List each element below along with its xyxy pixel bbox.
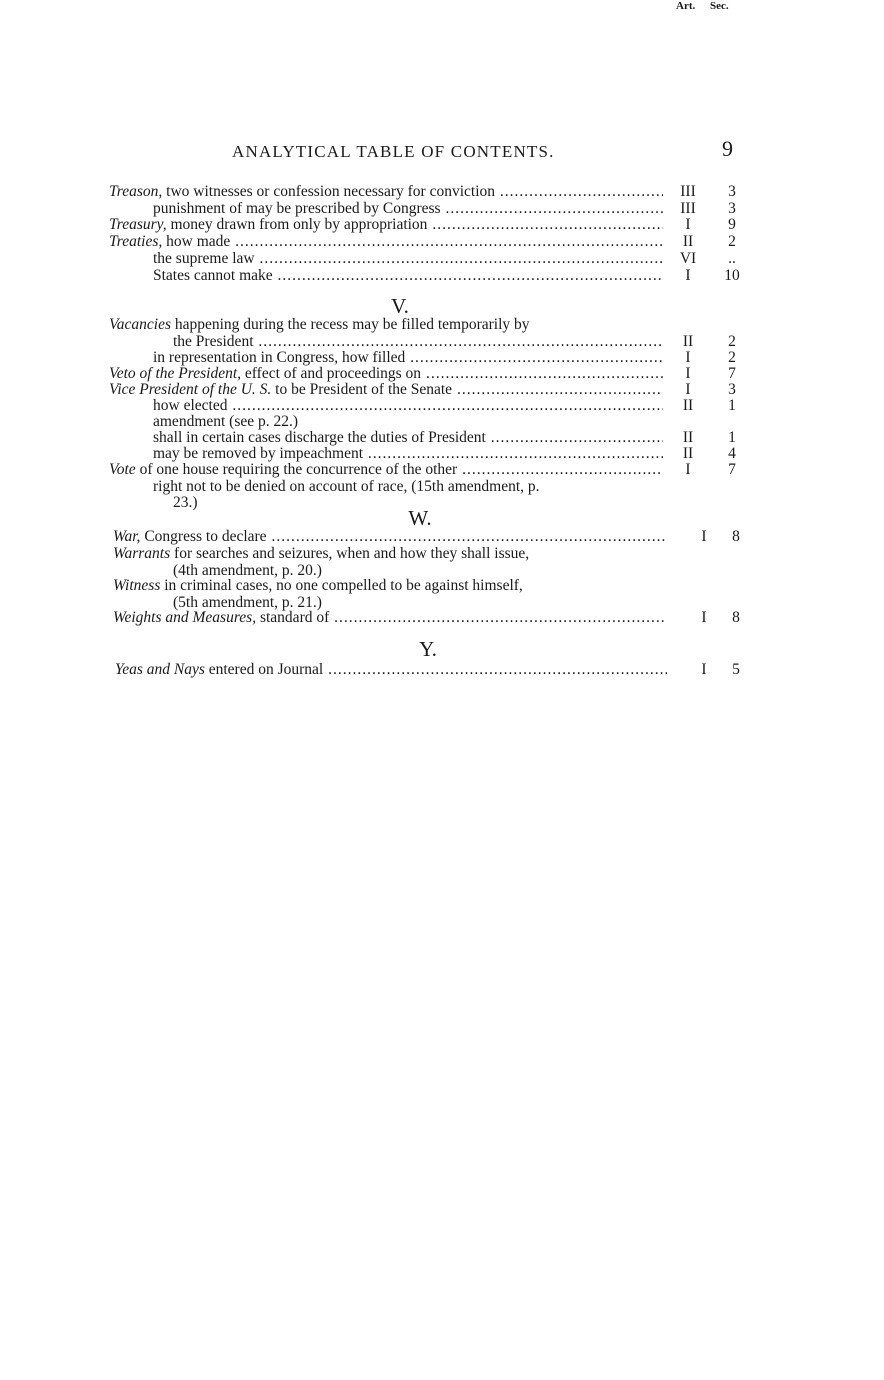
toc-entry-treaties-states xyxy=(0,268,884,284)
entry-heading: Vice President of the U. S. xyxy=(109,382,272,398)
article-number: I xyxy=(701,609,707,626)
section-number: 9 xyxy=(728,216,736,233)
entry-description: 23.) xyxy=(173,495,198,511)
article-number: I xyxy=(685,381,691,398)
toc-entry-vacancies-president xyxy=(0,334,884,350)
toc-entry-veto xyxy=(0,366,884,382)
entry-description: in representation in Congress, how filled xyxy=(153,350,406,366)
toc-entry-treason-punishment xyxy=(0,201,884,217)
entry-description: of one house requiring the concurrence of the other xyxy=(135,462,458,478)
section-number: 7 xyxy=(728,461,736,478)
section-number: 1 xyxy=(728,397,736,414)
article-number: II xyxy=(682,397,694,414)
toc-entry-vice-amendment xyxy=(0,414,884,430)
entry-description: effect of and proceedings on xyxy=(241,366,422,382)
article-number: III xyxy=(680,200,696,217)
article-number: I xyxy=(685,461,691,478)
section-heading-v: V. xyxy=(391,294,409,318)
toc-entry-treason xyxy=(0,184,884,200)
article-number: VI xyxy=(679,250,697,267)
entry-heading: Witness xyxy=(113,578,161,594)
article-number: I xyxy=(685,365,691,382)
entry-description: shall in certain cases discharge the duties of President xyxy=(153,430,486,446)
entry-description: standard of xyxy=(256,610,330,626)
section-number: 2 xyxy=(728,333,736,350)
entry-description: money drawn from only by appropriation xyxy=(166,217,428,233)
entry-description: the President xyxy=(173,334,254,350)
entry-description: Congress to declare xyxy=(140,529,267,545)
toc-entry-vice-elected xyxy=(0,398,884,414)
entry-heading: War, xyxy=(113,529,141,545)
entry-description: (5th amendment, p. 21.) xyxy=(173,595,322,611)
running-title: ANALYTICAL TABLE OF CONTENTS. xyxy=(232,142,555,161)
page-number: 9 xyxy=(722,136,733,161)
entry-description: how elected xyxy=(153,398,228,414)
toc-entry-treaties xyxy=(0,234,884,250)
column-header-article: Art. xyxy=(676,0,696,12)
article-number: II xyxy=(682,233,694,250)
toc-entry-witness xyxy=(0,578,884,594)
toc-entry-witness-amendment xyxy=(0,595,884,611)
entry-heading: Vote xyxy=(109,462,136,478)
entry-heading: Vacancies xyxy=(109,317,171,333)
article-number: III xyxy=(680,183,696,200)
section-number: 3 xyxy=(728,183,736,200)
entry-description: may be removed by impeachment xyxy=(153,446,364,462)
entry-description: right not to be denied on account of race, (15th amendment, p. xyxy=(153,479,540,495)
toc-entry-treasury xyxy=(0,217,884,233)
entry-description: two witnesses or confession necessary for conviction xyxy=(162,184,496,200)
section-number: 8 xyxy=(732,528,740,545)
section-number: 3 xyxy=(728,200,736,217)
entry-description: to be President of the Senate xyxy=(271,382,453,398)
article-number: II xyxy=(682,445,694,462)
entry-description: the supreme law xyxy=(153,251,255,267)
toc-entry-vice-removed xyxy=(0,446,884,462)
entry-description: amendment (see p. 22.) xyxy=(153,414,299,430)
entry-heading: Treaties, xyxy=(109,234,163,250)
toc-entry-vacancies xyxy=(0,317,884,333)
article-number: II xyxy=(682,429,694,446)
section-number: 2 xyxy=(728,233,736,250)
article-number: I xyxy=(685,267,691,284)
entry-description: for searches and seizures, when and how they shall issue, xyxy=(170,546,530,562)
section-number: 4 xyxy=(728,445,736,462)
entry-description: punishment of may be prescribed by Congress xyxy=(153,201,441,217)
entry-description: happening during the recess may be filled temporarily by xyxy=(170,317,530,333)
article-number: I xyxy=(685,216,691,233)
toc-entry-vacancies-representation xyxy=(0,350,884,366)
section-number: 2 xyxy=(728,349,736,366)
entry-heading: Treason, xyxy=(109,184,163,200)
entry-description: in criminal cases, no one compelled to be against himself, xyxy=(160,578,523,594)
section-number: 8 xyxy=(732,609,740,626)
article-number: I xyxy=(701,661,707,678)
section-number: 1 xyxy=(728,429,736,446)
toc-entry-warrants-amendment xyxy=(0,563,884,579)
section-number: 5 xyxy=(732,661,740,678)
entry-description: how made xyxy=(162,234,231,250)
toc-entry-vice-duties xyxy=(0,430,884,446)
section-number: .. xyxy=(728,250,736,267)
entry-heading: Warrants xyxy=(113,546,171,562)
entry-heading: Weights and Measures, xyxy=(113,610,257,626)
section-number: 10 xyxy=(724,267,740,284)
article-number: I xyxy=(685,349,691,366)
article-number: II xyxy=(682,333,694,350)
toc-entry-treaties-supreme-law xyxy=(0,251,884,267)
section-heading-y: Y. xyxy=(419,637,437,661)
entry-heading: Treasury, xyxy=(109,217,167,233)
toc-entry-weights xyxy=(0,610,884,626)
entry-description: States cannot make xyxy=(153,268,273,284)
toc-entry-vote-right xyxy=(0,479,884,495)
column-header-section: Sec. xyxy=(710,0,729,12)
toc-entry-vice-president xyxy=(0,382,884,398)
toc-entry-yeas-and-nays xyxy=(0,662,884,678)
toc-entry-warrants xyxy=(0,546,884,562)
page-header xyxy=(0,136,884,166)
toc-entry-war xyxy=(0,529,884,545)
entry-description: entered on Journal xyxy=(204,662,324,678)
section-heading-w: W. xyxy=(408,506,432,530)
article-number: I xyxy=(701,528,707,545)
section-number: 7 xyxy=(728,365,736,382)
entry-heading: Veto of the President, xyxy=(109,366,242,382)
toc-entry-vote xyxy=(0,462,884,478)
entry-description: (4th amendment, p. 20.) xyxy=(173,563,322,579)
section-number: 3 xyxy=(728,381,736,398)
entry-heading: Yeas and Nays xyxy=(115,662,205,678)
